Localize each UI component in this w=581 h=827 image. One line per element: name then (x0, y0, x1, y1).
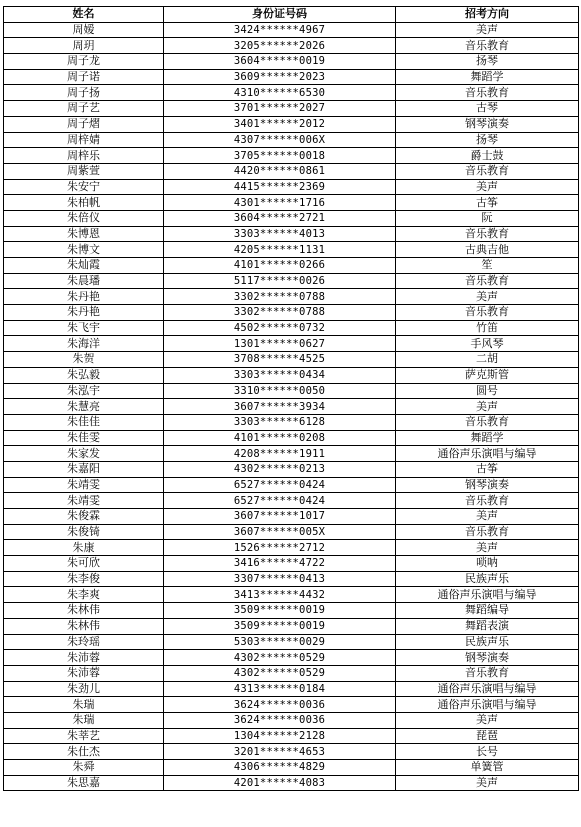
cell-id: 3607******3934 (164, 399, 396, 415)
cell-id: 4502******0732 (164, 320, 396, 336)
cell-name: 朱玲瑶 (4, 634, 164, 650)
table-row (4, 305, 579, 321)
cell-major: 舞蹈学 (396, 430, 579, 446)
cell-name: 周子扬 (4, 85, 164, 101)
cell-major: 美声 (396, 712, 579, 728)
cell-id: 4302******0213 (164, 461, 396, 477)
table-row (4, 22, 579, 38)
cell-name: 朱慧亮 (4, 399, 164, 415)
cell-name: 朱海洋 (4, 336, 164, 352)
cell-name: 周子龙 (4, 54, 164, 70)
cell-id: 3607******005X (164, 524, 396, 540)
cell-name: 朱瑞 (4, 697, 164, 713)
cell-id: 1301******0627 (164, 336, 396, 352)
table-row (4, 430, 579, 446)
cell-name: 朱佳佳 (4, 414, 164, 430)
table-row (4, 226, 579, 242)
cell-id: 4310******6530 (164, 85, 396, 101)
cell-name: 朱可欣 (4, 556, 164, 572)
cell-id: 3310******0050 (164, 383, 396, 399)
table-row (4, 618, 579, 634)
cell-major: 爵士鼓 (396, 148, 579, 164)
cell-name: 朱博文 (4, 242, 164, 258)
cell-name: 朱李爽 (4, 587, 164, 603)
table-row (4, 273, 579, 289)
table-row (4, 697, 579, 713)
cell-id: 3302******0788 (164, 305, 396, 321)
cell-id: 3624******0036 (164, 712, 396, 728)
cell-major: 美声 (396, 179, 579, 195)
cell-major: 阮 (396, 210, 579, 226)
table-row (4, 367, 579, 383)
cell-major: 音乐教育 (396, 273, 579, 289)
header-name: 姓名 (4, 7, 164, 23)
table-row (4, 320, 579, 336)
cell-id: 4420******0861 (164, 163, 396, 179)
table-row (4, 336, 579, 352)
table-row (4, 540, 579, 556)
cell-major: 古筝 (396, 195, 579, 211)
cell-name: 朱李俊 (4, 571, 164, 587)
cell-name: 朱贺 (4, 352, 164, 368)
cell-name: 朱劲儿 (4, 681, 164, 697)
cell-name: 周紫萱 (4, 163, 164, 179)
cell-major: 扬琴 (396, 54, 579, 70)
cell-id: 3701******2027 (164, 101, 396, 117)
cell-major: 钢琴演奏 (396, 477, 579, 493)
cell-major: 音乐教育 (396, 305, 579, 321)
cell-id: 3401******2012 (164, 116, 396, 132)
cell-name: 周玥 (4, 38, 164, 54)
cell-name: 朱沛蓉 (4, 650, 164, 666)
table-row (4, 383, 579, 399)
cell-major: 古琴 (396, 101, 579, 117)
cell-major: 手风琴 (396, 336, 579, 352)
cell-major: 钢琴演奏 (396, 116, 579, 132)
cell-id: 3201******4653 (164, 744, 396, 760)
table-row (4, 477, 579, 493)
cell-major: 竹笛 (396, 320, 579, 336)
cell-id: 4306******4829 (164, 760, 396, 776)
cell-name: 朱柏帆 (4, 195, 164, 211)
cell-major: 音乐教育 (396, 85, 579, 101)
cell-major: 音乐教育 (396, 414, 579, 430)
cell-major: 美声 (396, 22, 579, 38)
cell-id: 4301******1716 (164, 195, 396, 211)
cell-major: 琵琶 (396, 728, 579, 744)
table-row (4, 399, 579, 415)
table-row (4, 242, 579, 258)
cell-id: 1304******2128 (164, 728, 396, 744)
cell-id: 3604******2721 (164, 210, 396, 226)
cell-major: 唢呐 (396, 556, 579, 572)
cell-name: 朱家发 (4, 446, 164, 462)
cell-major: 美声 (396, 540, 579, 556)
cell-major: 钢琴演奏 (396, 650, 579, 666)
cell-name: 朱弘毅 (4, 367, 164, 383)
cell-id: 3607******1017 (164, 509, 396, 525)
cell-name: 朱晨璠 (4, 273, 164, 289)
cell-major: 舞蹈学 (396, 69, 579, 85)
table-row (4, 54, 579, 70)
cell-major: 通俗声乐演唱与编导 (396, 697, 579, 713)
cell-id: 4201******4083 (164, 775, 396, 791)
cell-id: 4307******006X (164, 132, 396, 148)
cell-id: 3303******0434 (164, 367, 396, 383)
header-row (4, 7, 579, 23)
table-row (4, 414, 579, 430)
table-row (4, 101, 579, 117)
table-row (4, 38, 579, 54)
table-row (4, 195, 579, 211)
cell-id: 4101******0266 (164, 258, 396, 274)
cell-name: 朱靖雯 (4, 477, 164, 493)
cell-id: 4205******1131 (164, 242, 396, 258)
cell-id: 1526******2712 (164, 540, 396, 556)
cell-major: 通俗声乐演唱与编导 (396, 681, 579, 697)
cell-major: 音乐教育 (396, 665, 579, 681)
cell-major: 美声 (396, 399, 579, 415)
cell-major: 音乐教育 (396, 38, 579, 54)
cell-name: 朱沛蓉 (4, 665, 164, 681)
cell-name: 朱林伟 (4, 618, 164, 634)
header-id: 身份证号码 (164, 7, 396, 23)
cell-name: 周子熠 (4, 116, 164, 132)
cell-name: 朱丹艳 (4, 305, 164, 321)
table-row (4, 760, 579, 776)
cell-major: 美声 (396, 509, 579, 525)
cell-name: 朱博恩 (4, 226, 164, 242)
cell-major: 萨克斯管 (396, 367, 579, 383)
cell-major: 笙 (396, 258, 579, 274)
cell-id: 4313******0184 (164, 681, 396, 697)
cell-major: 舞蹈表演 (396, 618, 579, 634)
cell-name: 朱丹艳 (4, 289, 164, 305)
cell-id: 4302******0529 (164, 650, 396, 666)
cell-id: 6527******0424 (164, 477, 396, 493)
cell-name: 朱俊锜 (4, 524, 164, 540)
cell-name: 周嫒 (4, 22, 164, 38)
cell-name: 朱舜 (4, 760, 164, 776)
cell-id: 3303******6128 (164, 414, 396, 430)
cell-id: 3509******0019 (164, 603, 396, 619)
cell-major: 音乐教育 (396, 524, 579, 540)
table-row (4, 603, 579, 619)
cell-name: 朱思嘉 (4, 775, 164, 791)
cell-id: 3604******0019 (164, 54, 396, 70)
cell-id: 3424******4967 (164, 22, 396, 38)
table-row (4, 210, 579, 226)
cell-name: 周梓婧 (4, 132, 164, 148)
table-row (4, 258, 579, 274)
table-row (4, 85, 579, 101)
cell-id: 3302******0788 (164, 289, 396, 305)
cell-id: 5117******0026 (164, 273, 396, 289)
cell-id: 5303******0029 (164, 634, 396, 650)
cell-name: 周子诺 (4, 69, 164, 85)
table-row (4, 775, 579, 791)
table-row (4, 744, 579, 760)
applicant-table (3, 6, 579, 791)
cell-id: 6527******0424 (164, 493, 396, 509)
cell-name: 朱仕杰 (4, 744, 164, 760)
cell-id: 4302******0529 (164, 665, 396, 681)
cell-major: 长号 (396, 744, 579, 760)
table-row (4, 446, 579, 462)
cell-major: 音乐教育 (396, 493, 579, 509)
cell-major: 二胡 (396, 352, 579, 368)
cell-major: 舞蹈编导 (396, 603, 579, 619)
table-row (4, 352, 579, 368)
table-row (4, 556, 579, 572)
table-row (4, 69, 579, 85)
cell-id: 4101******0208 (164, 430, 396, 446)
cell-name: 朱灿霞 (4, 258, 164, 274)
cell-name: 朱莘艺 (4, 728, 164, 744)
cell-id: 3205******2026 (164, 38, 396, 54)
cell-name: 朱靖雯 (4, 493, 164, 509)
cell-major: 单簧管 (396, 760, 579, 776)
cell-major: 美声 (396, 775, 579, 791)
table-row (4, 634, 579, 650)
table-row (4, 712, 579, 728)
table-row (4, 132, 579, 148)
cell-name: 周梓乐 (4, 148, 164, 164)
cell-major: 圆号 (396, 383, 579, 399)
table-row (4, 116, 579, 132)
table-row (4, 179, 579, 195)
cell-name: 朱嘉阳 (4, 461, 164, 477)
cell-major: 美声 (396, 289, 579, 305)
cell-name: 朱佳雯 (4, 430, 164, 446)
cell-name: 朱飞宇 (4, 320, 164, 336)
cell-name: 朱康 (4, 540, 164, 556)
table-row (4, 148, 579, 164)
cell-id: 3705******0018 (164, 148, 396, 164)
table-row (4, 571, 579, 587)
cell-id: 4208******1911 (164, 446, 396, 462)
cell-major: 音乐教育 (396, 226, 579, 242)
cell-major: 通俗声乐演唱与编导 (396, 587, 579, 603)
table-row (4, 650, 579, 666)
cell-id: 3307******0413 (164, 571, 396, 587)
cell-name: 朱倍仪 (4, 210, 164, 226)
table-row (4, 665, 579, 681)
header-major: 招考方向 (396, 7, 579, 23)
cell-id: 3303******4013 (164, 226, 396, 242)
cell-major: 古筝 (396, 461, 579, 477)
table-row (4, 461, 579, 477)
table-row (4, 587, 579, 603)
cell-major: 民族声乐 (396, 571, 579, 587)
cell-id: 3609******2023 (164, 69, 396, 85)
table-row (4, 524, 579, 540)
cell-major: 民族声乐 (396, 634, 579, 650)
cell-name: 朱泓宇 (4, 383, 164, 399)
table-row (4, 289, 579, 305)
cell-name: 朱瑞 (4, 712, 164, 728)
cell-id: 3624******0036 (164, 697, 396, 713)
table-row (4, 728, 579, 744)
cell-id: 3416******4722 (164, 556, 396, 572)
cell-major: 古典吉他 (396, 242, 579, 258)
cell-name: 朱林伟 (4, 603, 164, 619)
cell-major: 音乐教育 (396, 163, 579, 179)
cell-name: 朱俊霖 (4, 509, 164, 525)
cell-id: 3509******0019 (164, 618, 396, 634)
cell-name: 朱安宁 (4, 179, 164, 195)
cell-id: 4415******2369 (164, 179, 396, 195)
table-row (4, 681, 579, 697)
table-row (4, 509, 579, 525)
cell-id: 3708******4525 (164, 352, 396, 368)
cell-name: 周子艺 (4, 101, 164, 117)
cell-id: 3413******4432 (164, 587, 396, 603)
table-row (4, 493, 579, 509)
cell-major: 扬琴 (396, 132, 579, 148)
cell-major: 通俗声乐演唱与编导 (396, 446, 579, 462)
table-row (4, 163, 579, 179)
